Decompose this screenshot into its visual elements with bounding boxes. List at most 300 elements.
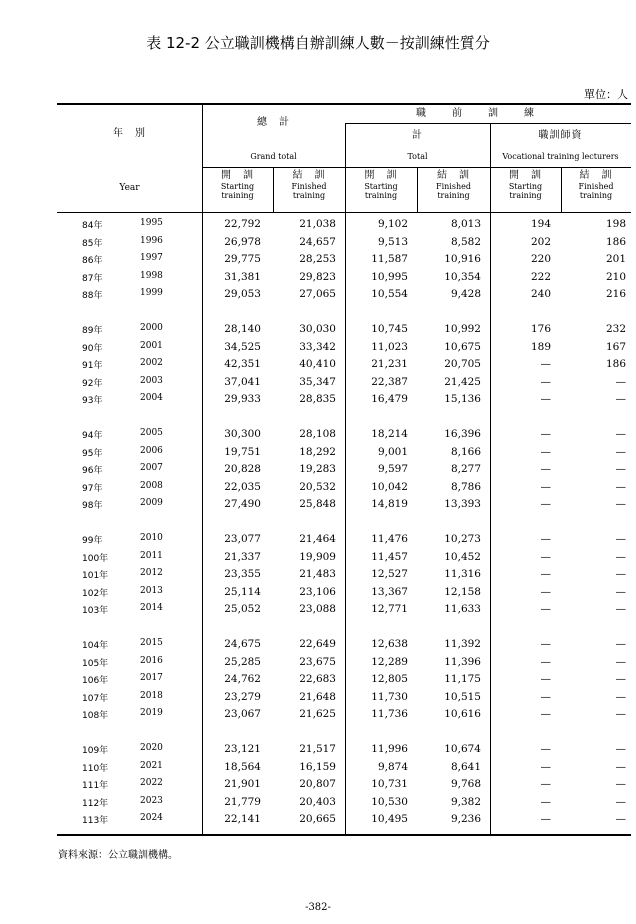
year-roc: 108年 [82,711,109,722]
year-roc: 98年 [82,501,103,512]
table-row [0,743,636,760]
year-ad: 1997 [140,253,163,264]
table-cell: — [615,708,626,721]
table-cell: 22,035 [224,480,261,493]
table-cell: 16,479 [371,393,408,406]
start-label-en-2: training [364,190,398,200]
table-row [0,341,636,358]
table-row [0,288,636,305]
table-cell: 189 [530,340,551,353]
table-cell: — [540,813,551,826]
table-cell: 222 [530,270,551,283]
table-cell: 28,253 [299,253,336,266]
table-cell: — [540,690,551,703]
table-row [0,323,636,340]
table-cell: 9,597 [377,463,408,476]
table-cell: 210 [605,270,626,283]
table-cell: 10,495 [371,813,408,826]
year-ad: 2000 [140,323,163,333]
year-ad: 2010 [140,533,163,543]
table-cell: 12,289 [371,655,408,668]
table-cell: 30,030 [299,323,336,335]
table-cell: — [615,445,626,458]
table-cell: 23,088 [299,603,336,616]
table-cell: 31,381 [224,270,261,283]
table-cell: 12,158 [444,585,481,598]
table-cell: 19,751 [224,445,261,458]
table-cell: 19,909 [299,550,336,563]
year-roc: 99年 [82,536,103,546]
table-cell: 8,641 [450,760,481,773]
table-cell: 24,762 [224,673,261,686]
table-cell: 186 [605,358,626,371]
header-start-lecturer [490,170,561,200]
table-cell: 21,337 [224,550,261,563]
header-grand-total-en: Grand total [250,152,297,161]
table-cell: 19,283 [299,463,336,476]
table-cell: — [540,743,551,755]
table-bottom-rule [57,834,631,836]
table-row [0,568,636,585]
table-cell: 11,996 [371,743,408,755]
table-cell: 40,410 [299,358,336,371]
year-roc: 103年 [82,606,109,617]
table-cell: 21,483 [299,568,336,581]
year-ad: 2016 [140,655,163,666]
year-roc: 96年 [82,466,103,477]
finish-label-en-2: training [579,190,613,200]
header-subtotal-en: Total [407,152,428,161]
table-cell: — [540,498,551,511]
year-roc: 101年 [82,571,109,582]
finish-label-en-1: Finished [291,181,327,191]
start-label-en-2: training [509,190,542,200]
table-cell: 18,292 [299,445,336,458]
table-cell: 194 [530,218,551,230]
table-cell: 25,285 [224,655,261,668]
table-cell: — [615,463,626,476]
table-cell: 20,705 [444,358,481,371]
table-cell: — [615,428,626,440]
table-cell: — [615,585,626,598]
table-cell: — [615,743,626,755]
table-cell: — [540,445,551,458]
table-cell: 15,136 [444,393,481,406]
finish-label-en-1: Finished [436,181,471,191]
table-cell: 22,683 [299,673,336,686]
year-roc: 95年 [82,448,103,459]
year-ad: 2020 [140,743,163,753]
table-cell: 23,106 [299,585,336,598]
table-cell: 201 [605,253,626,266]
table-cell: 10,731 [371,778,408,791]
table-cell: 10,554 [371,288,408,301]
table-cell: 18,564 [224,760,261,773]
table-cell: 216 [605,288,626,301]
table-cell: 20,665 [299,813,336,826]
header-year-zh: 年 別 [113,128,146,139]
table-cell: 12,805 [371,673,408,686]
table-cell: 29,053 [224,288,261,301]
table-cell: — [615,760,626,773]
table-cell: 11,023 [371,340,408,353]
year-ad: 2003 [140,375,163,386]
year-ad: 2021 [140,760,163,771]
table-row [0,253,636,270]
table-cell: — [615,778,626,791]
year-roc: 86年 [82,256,103,267]
year-ad: 2008 [140,480,163,491]
table-cell: 11,633 [444,603,481,616]
year-ad: 1998 [140,270,163,281]
year-ad: 1995 [140,218,163,228]
table-row [0,778,636,795]
table-cell: 28,835 [299,393,336,406]
table-cell: — [540,533,551,545]
table-cell: 16,159 [299,760,336,773]
year-roc: 106年 [82,676,109,687]
table-row [0,691,636,708]
header-finish-lecturer [561,170,631,200]
table-cell: — [540,655,551,668]
page-title: 表 12-2 公立職訓機構自辦訓練人數－按訓練性質分 [146,34,490,52]
table-row [0,236,636,253]
year-roc: 111年 [82,781,109,792]
table-cell: 20,532 [299,480,336,493]
year-roc: 110年 [82,763,109,774]
table-cell: — [540,393,551,406]
table-cell: 10,992 [444,323,481,335]
table-cell: 33,342 [299,340,336,353]
year-roc: 102年 [82,588,109,599]
table-row [0,796,636,813]
table-cell: 240 [530,288,551,301]
table-cell: 29,933 [224,393,261,406]
table-cell: — [540,795,551,808]
unit-label: 單位：人 [584,88,628,101]
table-cell: 21,464 [299,533,336,545]
table-row [0,376,636,393]
table-cell: 22,649 [299,638,336,650]
table-cell: — [615,550,626,563]
table-cell: 9,236 [450,813,481,826]
table-cell: — [615,498,626,511]
finish-label-en-2: training [437,190,470,200]
year-ad: 2007 [140,463,163,474]
year-roc: 84年 [82,221,103,231]
table-cell: 11,316 [444,568,481,581]
table-row [0,603,636,620]
finish-label: 結 訓 [579,170,613,181]
table-cell: 22,141 [224,813,261,826]
table-top-rule [57,103,631,105]
table-cell: 11,730 [371,690,408,703]
table-cell: 10,745 [371,323,408,335]
year-roc: 93年 [82,396,103,407]
table-cell: 220 [530,253,551,266]
table-row [0,813,636,830]
table-cell: 34,525 [224,340,261,353]
start-label-en-2: training [221,190,254,200]
year-ad: 2023 [140,795,163,806]
year-roc: 85年 [82,238,103,249]
table-cell: 10,616 [444,708,481,721]
table-cell: 13,367 [371,585,408,598]
table-cell: 21,231 [371,358,408,371]
table-row [0,761,636,778]
table-cell: 10,916 [444,253,481,266]
table-cell: — [540,585,551,598]
year-ad: 2006 [140,445,163,456]
year-roc: 89年 [82,326,103,336]
table-cell: — [615,533,626,545]
start-label: 開 訓 [364,170,398,181]
year-ad: 2001 [140,340,163,351]
table-cell: 16,396 [444,428,481,440]
table-cell: 8,786 [450,480,481,493]
table-cell: 8,582 [450,235,481,248]
table-cell: 24,657 [299,235,336,248]
table-cell: 9,513 [377,235,408,248]
table-cell: 21,779 [224,795,261,808]
table-cell: 9,102 [377,218,408,230]
table-cell: 27,490 [224,498,261,511]
table-cell: — [540,463,551,476]
year-ad: 2002 [140,358,163,369]
year-ad: 2017 [140,673,163,684]
table-cell: 11,587 [371,253,408,266]
year-roc: 109年 [82,746,109,756]
table-row [0,446,636,463]
header-subtotal-zh: 計 [412,130,423,141]
year-roc: 104年 [82,641,109,651]
table-cell: 26,978 [224,235,261,248]
table-row [0,218,636,235]
header-start-subtotal [345,170,417,200]
table-cell: 29,823 [299,270,336,283]
table-cell: 186 [605,235,626,248]
year-ad: 2005 [140,428,163,438]
table-row [0,498,636,515]
start-label-en-1: Starting [220,181,255,191]
table-cell: 10,674 [444,743,481,755]
pre-job-underline [345,123,631,124]
table-cell: 37,041 [224,375,261,388]
table-cell: — [540,480,551,493]
table-cell: 232 [605,323,626,335]
header-finish-subtotal [417,170,490,200]
table-cell: — [540,673,551,686]
table-row [0,533,636,550]
year-ad: 1996 [140,235,163,246]
table-cell: 12,771 [371,603,408,616]
table-row [0,393,636,410]
table-cell: — [540,778,551,791]
table-cell: — [615,393,626,406]
table-cell: 28,108 [299,428,336,440]
start-label-en-1: Starting [364,181,398,191]
finish-label-en-1: Finished [578,181,614,191]
table-cell: — [615,480,626,493]
table-cell: 10,675 [444,340,481,353]
table-cell: 12,527 [371,568,408,581]
table-cell: 9,768 [450,778,481,791]
table-cell: 22,792 [224,218,261,230]
table-row [0,551,636,568]
header-lecturer-zh: 職訓師資 [538,130,583,141]
table-cell: 18,214 [371,428,408,440]
table-cell: 14,819 [371,498,408,511]
table-cell: 21,625 [299,708,336,721]
table-row [0,638,636,655]
table-cell: 35,347 [299,375,336,388]
table-cell: 21,648 [299,690,336,703]
year-ad: 2018 [140,690,163,701]
table-cell: 23,675 [299,655,336,668]
table-cell: 20,403 [299,795,336,808]
table-cell: 10,995 [371,270,408,283]
start-label: 開 訓 [509,170,542,181]
table-cell: — [540,358,551,371]
table-cell: — [540,708,551,721]
table-cell: 21,517 [299,743,336,755]
table-cell: — [615,795,626,808]
table-cell: — [540,568,551,581]
year-ad: 2024 [140,813,163,824]
year-roc: 97年 [82,483,103,494]
year-ad: 2014 [140,603,163,614]
finish-label: 結 訓 [437,170,470,181]
table-cell: 20,807 [299,778,336,791]
table-cell: 8,277 [450,463,481,476]
year-roc: 88年 [82,291,103,302]
table-cell: 23,355 [224,568,261,581]
table-cell: 13,393 [444,498,481,511]
table-cell: 11,476 [371,533,408,545]
header-bottom-rule [57,212,631,213]
table-row [0,428,636,445]
table-cell: 11,396 [444,655,481,668]
table-cell: 11,392 [444,638,481,650]
table-cell: — [615,655,626,668]
table-cell: 202 [530,235,551,248]
header-grand-total-zh: 總 計 [257,117,290,128]
table-cell: 11,175 [444,673,481,686]
table-cell: 11,736 [371,708,408,721]
year-ad: 2019 [140,708,163,719]
table-cell: 24,675 [224,638,261,650]
table-cell: 176 [530,323,551,335]
finish-label-en-2: training [292,190,326,200]
year-roc: 94年 [82,431,103,441]
year-roc: 87年 [82,273,103,284]
table-cell: — [615,673,626,686]
start-label-en-1: Starting [508,181,543,191]
table-cell: 42,351 [224,358,261,371]
header-pre-job-zh: 職前訓練 [416,108,560,119]
table-cell: — [615,375,626,388]
table-cell: 21,901 [224,778,261,791]
table-cell: 21,425 [444,375,481,388]
table-cell: — [615,690,626,703]
header-start-grand [202,170,273,200]
year-roc: 113年 [82,816,109,827]
table-cell: 23,279 [224,690,261,703]
year-roc: 105年 [82,658,109,669]
table-cell: — [540,375,551,388]
start-label: 開 訓 [221,170,254,181]
table-cell: 9,428 [450,288,481,301]
table-cell: 29,775 [224,253,261,266]
table-cell: 9,874 [377,760,408,773]
table-cell: 10,515 [444,690,481,703]
table-cell: 25,052 [224,603,261,616]
table-row [0,358,636,375]
table-cell: 23,067 [224,708,261,721]
year-ad: 2011 [140,550,163,561]
source-note: 資料來源：公立職訓機構。 [58,850,178,861]
table-cell: — [540,603,551,616]
table-cell: 23,077 [224,533,261,545]
table-row [0,463,636,480]
table-cell: — [540,638,551,650]
year-roc: 100年 [82,553,109,564]
table-cell: — [540,550,551,563]
year-roc: 107年 [82,693,109,704]
table-cell: 28,140 [224,323,261,335]
header-finish-grand [273,170,345,200]
table-cell: 12,638 [371,638,408,650]
table-cell: 9,382 [450,795,481,808]
table-row [0,673,636,690]
table-cell: 167 [605,340,626,353]
table-cell: 10,452 [444,550,481,563]
table-cell: — [615,638,626,650]
year-ad: 2015 [140,638,163,648]
table-cell: 30,300 [224,428,261,440]
table-cell: 22,387 [371,375,408,388]
table-row [0,708,636,725]
finish-label: 結 訓 [292,170,326,181]
table-cell: 198 [605,218,626,230]
header-year-en: Year [119,183,140,193]
table-cell: 9,001 [377,445,408,458]
table-cell: — [540,428,551,440]
table-row [0,586,636,603]
table-cell: — [615,603,626,616]
table-row [0,656,636,673]
year-roc: 112年 [82,798,109,809]
table-row [0,481,636,498]
table-cell: 21,038 [299,218,336,230]
header-lecturer-en: Vocational training lecturers [502,152,619,161]
table-cell: 10,042 [371,480,408,493]
table-cell: 11,457 [371,550,408,563]
table-row [0,271,636,288]
table-cell: 23,121 [224,743,261,755]
table-cell: 25,114 [224,585,261,598]
year-roc: 92年 [82,378,103,389]
table-cell: 10,273 [444,533,481,545]
table-cell: — [615,813,626,826]
year-ad: 2009 [140,498,163,509]
year-roc: 91年 [82,361,103,372]
table-cell: 10,354 [444,270,481,283]
year-ad: 2012 [140,568,163,579]
table-cell: 10,530 [371,795,408,808]
year-roc: 90年 [82,343,103,354]
table-cell: 8,166 [450,445,481,458]
